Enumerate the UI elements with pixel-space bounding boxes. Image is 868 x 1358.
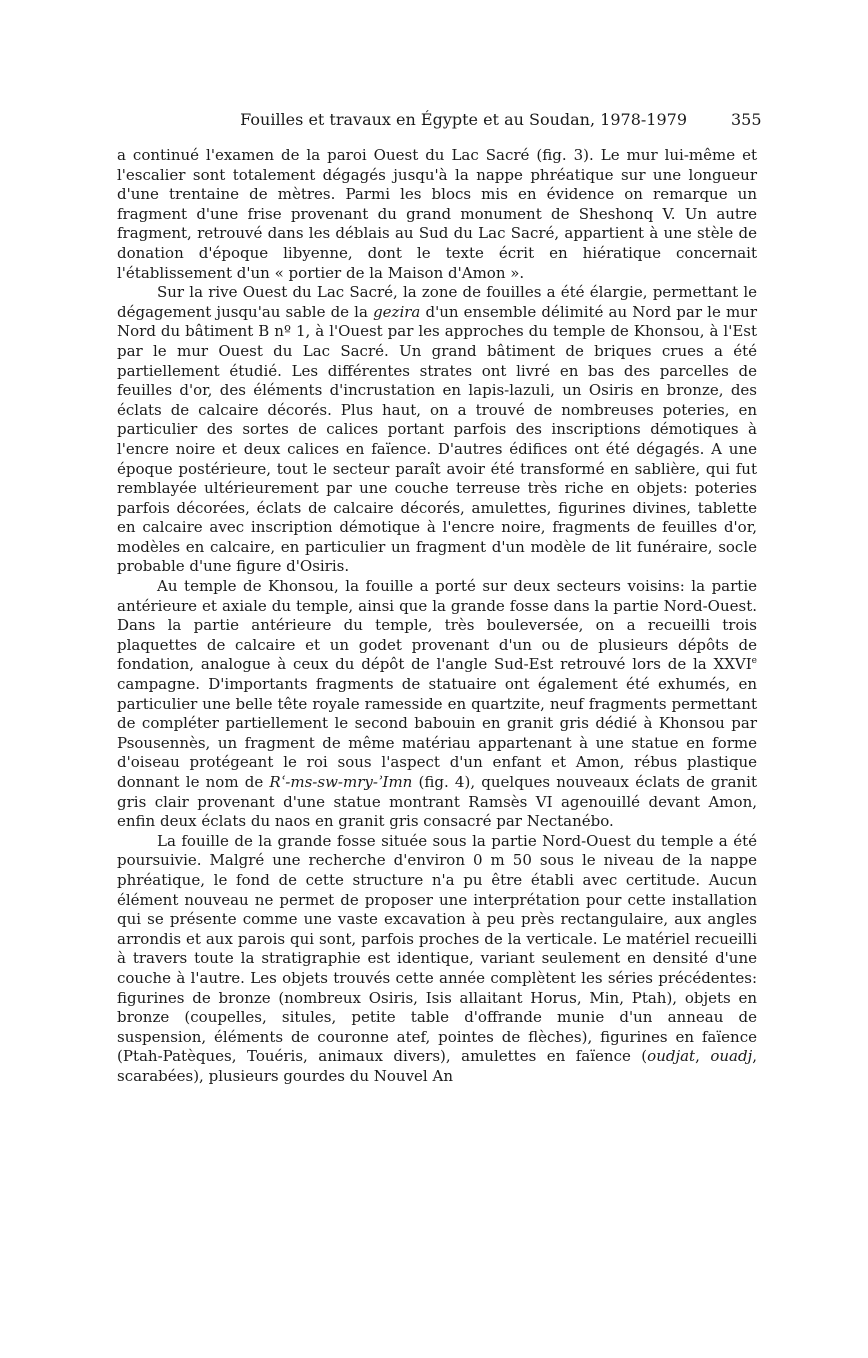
- paragraph: [117, 283, 757, 577]
- text-run: Au temple de Khonsou, la fouille a porté sur deux secteurs voisins: la partie antérieure et axiale du temple, ainsi que la grande fosse dans la partie Nord-Ouest. Dans la partie antérieure du temple, très bouleversée, on a recueilli trois plaquettes de calcaire et un godet provenant d'un ou de plusieurs dépôts de fondation, analogue à ceux du dépôt de l'angle Sud-Est retrouvé lors de la XXVI: [117, 577, 757, 674]
- page: [117, 110, 762, 1087]
- paragraph: [117, 577, 757, 832]
- running-head-title: Fouilles et travaux en Égypte et au Soudan, 1978-1979: [240, 110, 687, 129]
- page-number: 355: [731, 110, 762, 129]
- paragraph: [117, 832, 757, 1087]
- italic-term: gezira: [373, 302, 421, 321]
- running-head: [117, 110, 762, 130]
- italic-term: ouadj: [710, 1047, 753, 1066]
- italic-term: oudjat: [647, 1047, 696, 1066]
- text-run: , scarabées), plusieurs gourdes du Nouvel An: [117, 1047, 757, 1085]
- superscript: e: [751, 656, 757, 667]
- text-run: (fig. 4), quelques nouveaux éclats de granit gris clair provenant d'une statue montrant Ramsès VI agenouillé devant Amon, enfin deux éclats du naos en granit gris consacré par Nectanébo.: [117, 773, 757, 831]
- italic-term: Rʿ-ms-sw-mry-ʾImn: [269, 773, 413, 791]
- text-run: Sur la rive Ouest du Lac Sacré, la zone de fouilles a été élargie, permettant le dégagement jusqu'au sable de la: [117, 283, 757, 321]
- text-run: ,: [695, 1047, 711, 1066]
- text-run: campagne. D'importants fragments de statuaire ont également été exhumés, en particulier une belle tête royale ramesside en quartzite, neuf fragments permettant de compléter partiellement le second babouin en granit gris dédié à Khonsou par Psousennès, un fragment de même matériau appartenant à une statue en forme d'oiseau protégeant le roi sous l'aspect d'un enfant et Amon, rébus plastique donnant le nom de: [117, 675, 757, 791]
- text-run: a continué l'examen de la paroi Ouest du Lac Sacré (fig. 3). Le mur lui-même et l'escalier sont totalement dégagés jusqu'à la nappe phréatique sur une longueur d'une trentaine de mètres. Parmi les blocs mis en évidence on remarque un fragment d'une frise provenant du grand monument de Sheshonq V. Un autre fragment, retrouvé dans les déblais au Sud du Lac Sacré, appartient à une stèle de donation d'époque libyenne, dont le texte écrit en hiératique concernait l'établissement d'un « portier de la Maison d'Amon ».: [117, 146, 757, 282]
- text-run: d'un ensemble délimité au Nord par le mur Nord du bâtiment B nº 1, à l'Ouest par les approches du temple de Khonsou, à l'Est par le mur Ouest du Lac Sacré. Un grand bâtiment de briques crues a été partiellement étudié. Les différentes strates ont livré en bas des parcelles de feuilles d'or, des éléments d'incrustation en lapis-lazuli, un Osiris en bronze, des éclats de calcaire décorés. Plus haut, on a trouvé de nombreuses poteries, en particulier des sortes de calices portant parfois des inscriptions démotiques à l'encre noire et deux calices en faïence. D'autres édifices ont été dégagés. A une époque postérieure, tout le secteur paraît avoir été transformé en sablière, qui fut remblayée ultérieurement par une couche terreuse très riche en objets: poteries parfois décorées, éclats de calcaire décorés, amulettes, figurines divines, tablette en calcaire avec inscription démotique à l'encre noire, fragments de feuilles d'or, modèles en calcaire, en particulier un fragment d'un modèle de lit funéraire, socle probable d'une figure d'Osiris.: [117, 302, 757, 576]
- paragraph: [117, 146, 757, 283]
- body-text: [117, 146, 757, 1087]
- text-run: La fouille de la grande fosse située sous la partie Nord-Ouest du temple a été poursuivie. Malgré une recherche d'environ 0 m 50 sous le niveau de la nappe phréatique, le fond de cette structure n'a pu être établi avec certitude. Aucun élément nouveau ne permet de proposer une interprétation pour cette installation qui se présente comme une vaste excavation à peu près rectangulaire, aux angles arrondis et aux parois qui sont, parfois proches de la verticale. Le matériel recueilli à travers toute la stratigraphie est identique, variant seulement en densité d'une couche à l'autre. Les objets trouvés cette année complètent les séries précédentes: figurines de bronze (nombreux Osiris, Isis allaitant Horus, Min, Ptah), objets en bronze (coupelles, situles, petite table d'offrande munie d'un anneau de suspension, éléments de couronne atef, pointes de flèches), figurines en faïence (Ptah-Patèques, Touéris, animaux divers), amulettes en faïence (: [117, 831, 757, 1066]
